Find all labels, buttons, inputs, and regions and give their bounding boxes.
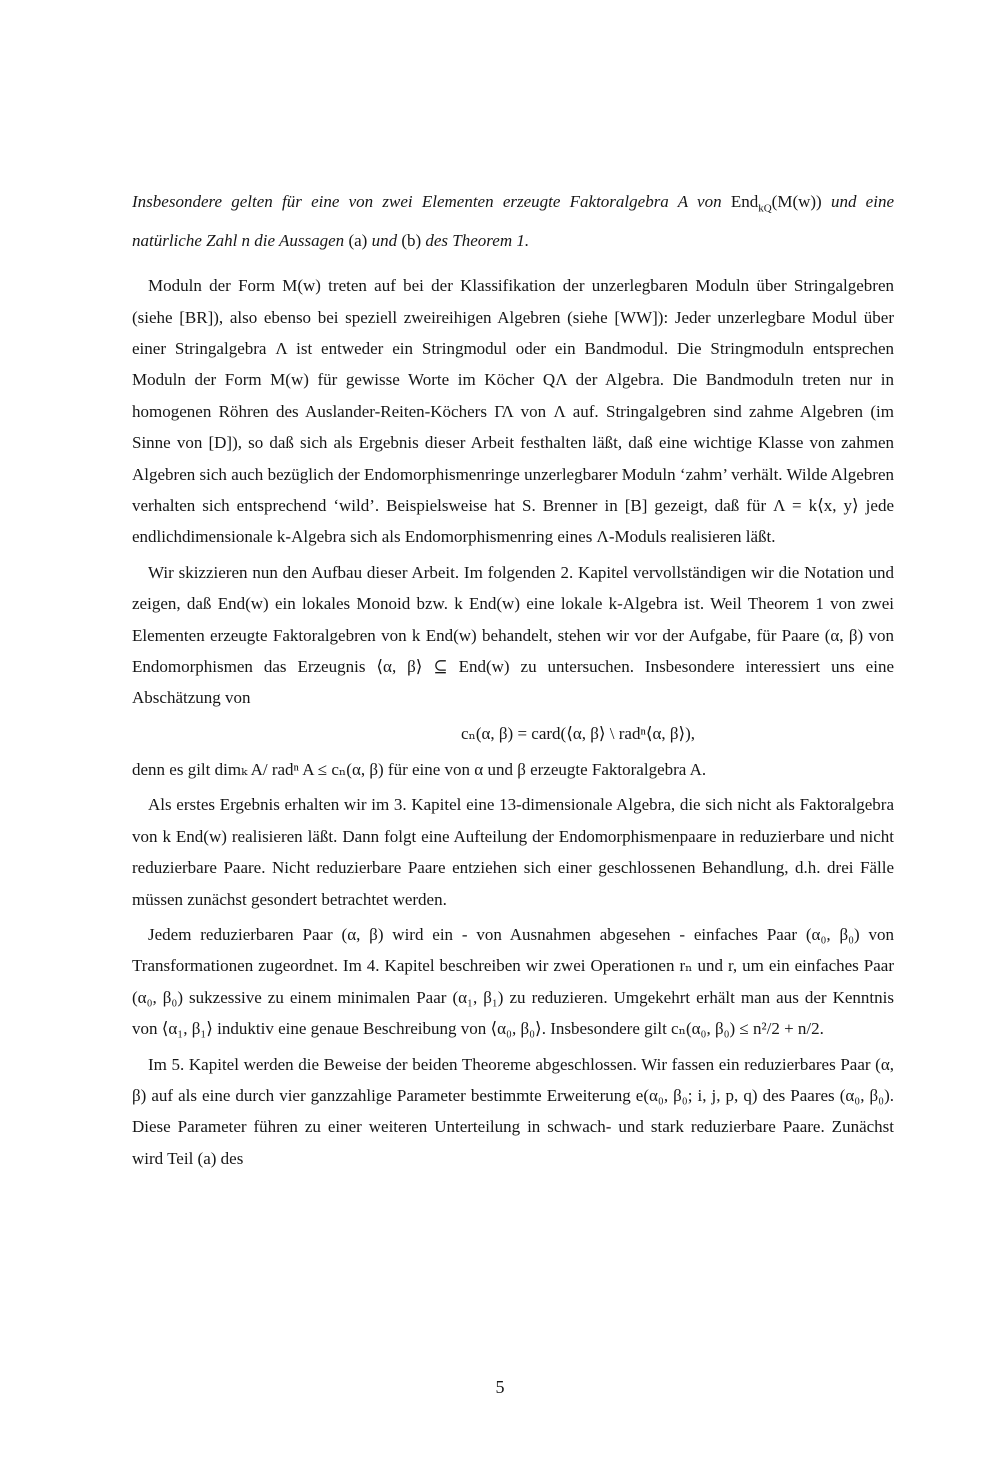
intro-label-b: (b) bbox=[401, 230, 422, 250]
paragraph-aufbau: Wir skizzieren nun den Aufbau dieser Arbeit. Im folgenden 2. Kapitel vervollständigen wir die Notation und zeigen, daß End(w) ein lokales Monoid bzw. k End(w) eine lokale k-Algebra ist. Weil Theorem 1 von zwei Elementen erzeugte Faktoralgebren von k End(w) behandelt, stehen wir vor der Aufgabe, für Paare (α, β) von Endomorphismen das Erzeugnis ⟨α, β⟩ ⊆ End(w) zu untersuchen. Insbesondere interessiert uns eine Abschätzung von bbox=[132, 562, 894, 708]
page-number: 5 bbox=[495, 1377, 505, 1397]
intro-math-sub: kQ bbox=[758, 202, 772, 215]
intro-text-3: des Theorem 1. bbox=[421, 230, 530, 250]
intro-text-und: und bbox=[367, 230, 402, 250]
intro-math-end: End bbox=[730, 192, 759, 211]
intro-text-2: und eine natürliche Zahl n die Aussagen bbox=[132, 192, 894, 250]
intro-text-1: Insbesondere gelten für eine von zwei Elementen erzeugte Faktoralgebra A von bbox=[132, 192, 731, 211]
paragraph-kapitel-5: Im 5. Kapitel werden die Beweise der beiden Theoreme abgeschlossen. Wir fassen ein reduzierbares Paar (α, β) auf als eine durch vier ganzzahlige Parameter bestimmte Erweiterung e(α₀, β₀; i, j, p, q) des Paares (α₀, β₀). Diese Parameter führen zu einer weiteren Unterteilung in schwach- und stark reduzierbare Paare. Zunächst wird Teil (a) des bbox=[132, 1054, 894, 1168]
paragraph-kapitel-3: Als erstes Ergebnis erhalten wir im 3. Kapitel eine 13-dimensionale Algebra, die sich nicht als Faktoralgebra von k End(w) realisieren läßt. Dann folgt eine Aufteilung der Endomorphismenpaare in reduzierbare und nicht reduzierbare Paare. Nicht reduzierbare Paare entziehen sich einer geschlossenen Behandlung, d.h. drei Fälle müssen zunächst gesondert betrachtet werden. bbox=[132, 795, 894, 909]
intro-label-a: (a) bbox=[348, 230, 368, 250]
paragraph-kapitel-4: Jedem reduzierbaren Paar (α, β) wird ein - von Ausnahmen abgesehen - einfaches Paar (α₀, β₀) von Transformationen zugeordnet. Im 4. Kapitel beschreiben wir zwei Operationen rₙ und r, um ein einfaches Paar (α₀, β₀) sukzessive zu einem minimalen Paar (α₁, β₁) zu reduzieren. Umgekehrt erhält man aus der Kenntnis von ⟨α₁, β₁⟩ induktiv eine genaue Beschreibung von ⟨α₀, β₀⟩. Insbesondere gilt cₙ(α₀, β₀) ≤ n²/2 + n/2. bbox=[132, 924, 894, 1039]
page-body bbox=[132, 186, 894, 1174]
intro-math-mw: (M(w)) bbox=[771, 192, 822, 211]
intro-paragraph bbox=[132, 186, 894, 256]
paragraph-stringalgebren: Moduln der Form M(w) treten auf bei der Klassifikation der unzerlegbaren Moduln über Stringalgebren (siehe [BR]), also ebenso bei speziell zweireihigen Algebren (siehe [WW]): Jeder unzerlegbare Modul über einer Stringalgebra Λ ist entweder ein Stringmodul oder ein Bandmodul. Die Stringmoduln entsprechen Moduln der Form M(w) für gewisse Worte im Köcher QΛ der Algebra. Die Bandmoduln treten nur in homogenen Röhren des Auslander-Reiten-Köchers ΓΛ von Λ auf. Stringalgebren sind zahme Algebren (im Sinne von [D]), so daß sich als Ergebnis dieser Arbeit festhalten läßt, daß eine wichtige Klasse von zahmen Algebren sich auch bezüglich der Endomorphismenringe unzerlegbarer Moduln ‘zahm’ verhält. Wilde Algebren verhalten sich entsprechend ‘wild’. Beispielsweise hat S. Brenner in [B] gezeigt, daß für Λ = k⟨x, y⟩ jede endlichdimensionale k-Algebra sich als Endomorphismenring eines Λ-Moduls realisieren läßt. bbox=[132, 276, 894, 547]
formula-cn: cₙ(α, β) = card(⟨α, β⟩ \ radⁿ⟨α, β⟩), bbox=[460, 723, 696, 743]
formula-followup: denn es gilt dimₖ A/ radⁿ A ≤ cₙ(α, β) für eine von α und β erzeugte Faktoralgebra A. bbox=[132, 759, 707, 779]
